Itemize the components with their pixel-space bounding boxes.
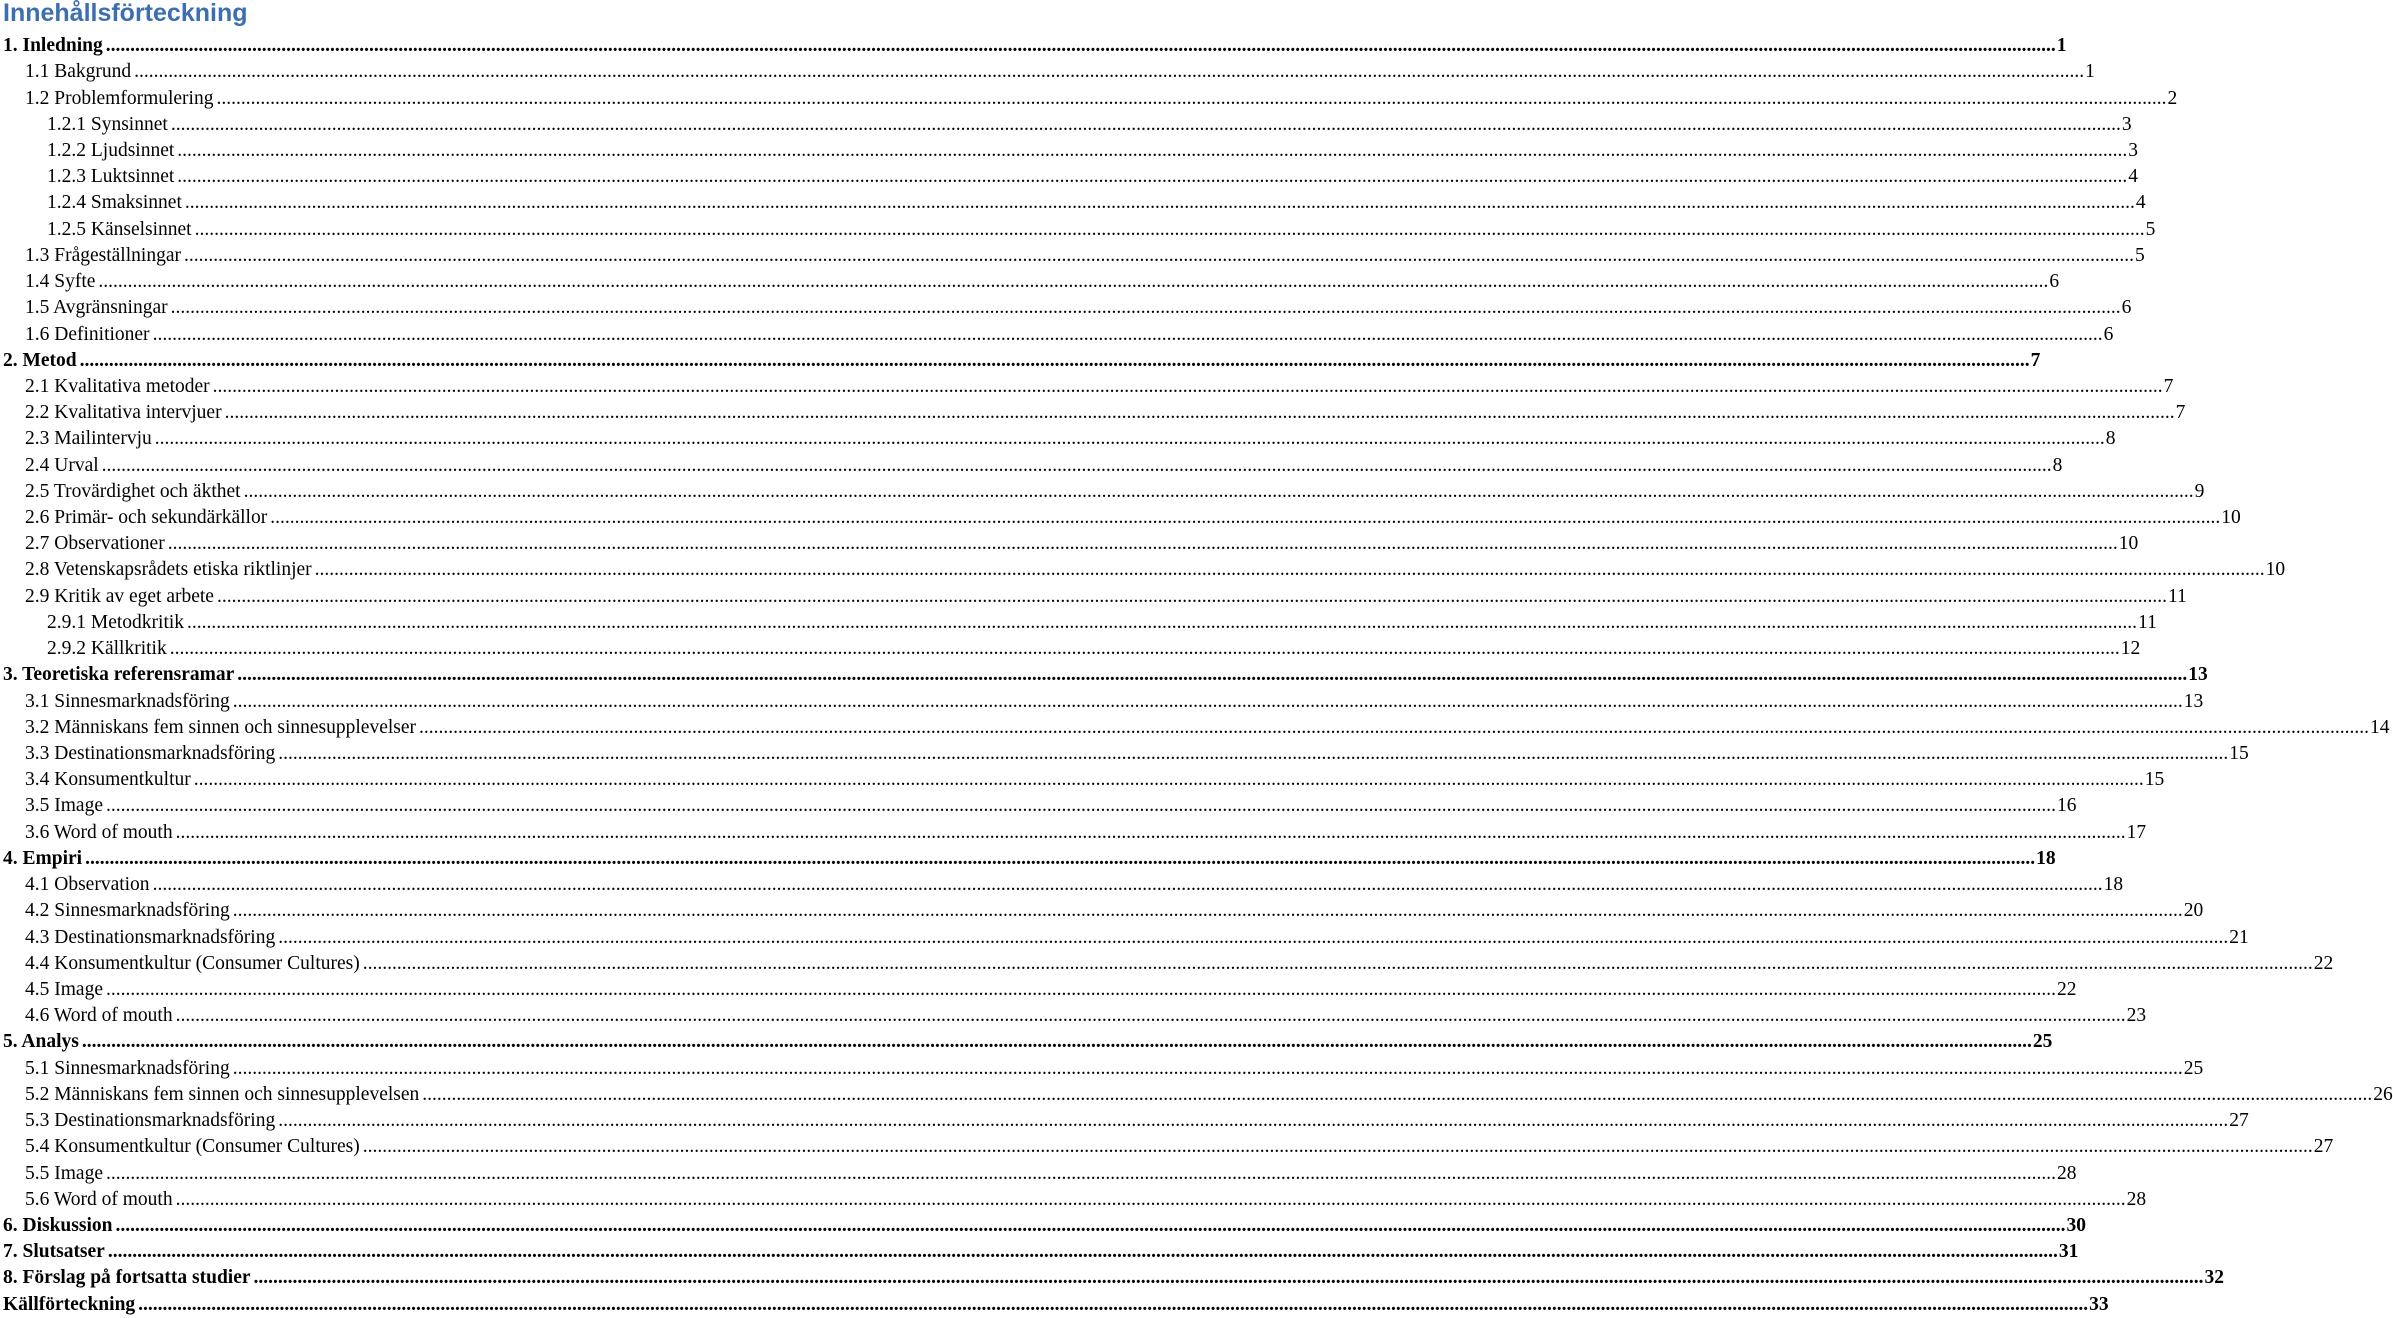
dot-leader: ................................................................................................................................................................................................................................................................................................................................................................................................................ [105,978,2056,1000]
toc-page-number: 7 [2163,375,2174,397]
dot-leader: ................................................................................................................................................................................................................................................................................................................................................................................................................ [85,847,2036,869]
toc-entry-title: 3.3 Destinationsmarknadsföring [25,743,276,765]
dot-leader: ................................................................................................................................................................................................................................................................................................................................................................................................................ [105,1162,2056,1184]
toc-page-number: 30 [2066,1214,2086,1236]
toc-entry[interactable] [0,33,2067,59]
toc-page-number: 4 [2128,166,2139,188]
toc-page-number: 27 [2313,1136,2334,1158]
toc-entry[interactable] [0,898,2204,924]
toc-entry-title: 4.4 Konsumentkultur (Consumer Cultures) [25,952,360,974]
toc-entry-title: Källförteckning [3,1293,136,1315]
toc-entry-title: 2.5 Trovärdighet och äkthet [25,480,241,502]
toc-entry-title: 7. Slutsatser [3,1241,105,1263]
dot-leader: ................................................................................................................................................................................................................................................................................................................................................................................................................ [177,166,2128,188]
toc-entry-title: 2.7 Observationer [25,533,165,555]
dot-leader: ................................................................................................................................................................................................................................................................................................................................................................................................................ [152,323,2103,345]
dot-leader: ................................................................................................................................................................................................................................................................................................................................................................................................................ [193,769,2144,791]
toc-entry[interactable] [0,924,2249,950]
toc-page-number: 1 [2056,35,2067,57]
dot-leader: ................................................................................................................................................................................................................................................................................................................................................................................................................ [152,874,2103,896]
toc-entry[interactable] [0,85,2178,111]
toc-entry-title: 4.3 Destinationsmarknadsföring [25,926,276,948]
dot-leader: ................................................................................................................................................................................................................................................................................................................................................................................................................ [419,716,2370,738]
toc-entry-title: 2.3 Mailintervju [25,428,152,450]
toc-entry-title: 3.2 Människans fem sinnen och sinnesupplevelser [25,716,417,738]
toc-entry[interactable] [0,1213,2086,1239]
toc-entry[interactable] [0,1108,2249,1134]
toc-entry[interactable] [0,1029,2053,1055]
dot-leader: ................................................................................................................................................................................................................................................................................................................................................................................................................ [187,611,2138,633]
toc-entry-title: 1.2 Problemformulering [25,87,214,109]
dot-leader: ................................................................................................................................................................................................................................................................................................................................................................................................................ [183,244,2134,266]
toc-entry[interactable] [0,741,2249,767]
toc-entry[interactable] [0,715,2390,741]
toc-page-number: 18 [2036,847,2056,869]
toc-entry-title: 2.4 Urval [25,454,99,476]
toc-page-number: 10 [2221,507,2241,529]
toc-page-number: 22 [2056,978,2077,1000]
toc-entry[interactable] [0,453,2063,479]
toc-entry[interactable] [0,243,2145,269]
toc-page-number: 33 [2089,1293,2109,1315]
toc-entry[interactable] [0,1003,2147,1029]
dot-leader: ................................................................................................................................................................................................................................................................................................................................................................................................................ [177,139,2128,161]
toc-page-number: 23 [2126,1005,2147,1027]
toc-page-number: 18 [2103,874,2124,896]
toc-entry[interactable] [0,636,2141,662]
dot-leader: ................................................................................................................................................................................................................................................................................................................................................................................................................ [362,1136,2313,1158]
toc-entry[interactable] [0,112,2132,138]
dot-leader: ................................................................................................................................................................................................................................................................................................................................................................................................................ [101,454,2052,476]
toc-entry[interactable] [0,59,2095,85]
toc-page-number: 3 [2121,113,2132,135]
toc-entry-title: 1. Inledning [3,35,103,57]
toc-page-number: 28 [2126,1188,2147,1210]
toc-entry[interactable] [0,688,2204,714]
toc-page-number: 13 [2188,664,2208,686]
toc-entry-title: 1.2.5 Känselsinnet [47,218,192,240]
toc-entry[interactable] [0,348,2041,374]
toc-page-number: 5 [2145,218,2156,240]
toc-entry[interactable] [0,1160,2077,1186]
dot-leader: ................................................................................................................................................................................................................................................................................................................................................................................................................ [170,297,2121,319]
toc-entry-title: 3.1 Sinnesmarknadsföring [25,690,230,712]
toc-entry[interactable] [0,820,2147,846]
toc-entry[interactable] [0,767,2165,793]
dot-leader: ................................................................................................................................................................................................................................................................................................................................................................................................................ [216,87,2167,109]
toc-entry[interactable] [0,138,2139,164]
toc-entry[interactable] [0,269,2060,295]
toc-entry-title: 3.4 Konsumentkultur [25,769,191,791]
toc-entry[interactable] [0,977,2077,1003]
dot-leader: ................................................................................................................................................................................................................................................................................................................................................................................................................ [167,533,2118,555]
toc-entry-title: 2.9.1 Metodkritik [47,611,185,633]
toc-page-number: 15 [2229,743,2249,765]
toc-entry-title: 3. Teoretiska referensramar [3,664,235,686]
toc-page-number: 1 [2085,61,2095,83]
toc-entry[interactable] [0,1187,2147,1213]
toc-entry-title: 3.6 Word of mouth [25,821,173,843]
dot-leader: ................................................................................................................................................................................................................................................................................................................................................................................................................ [232,1057,2183,1079]
dot-leader: ................................................................................................................................................................................................................................................................................................................................................................................................................ [184,192,2135,214]
toc-entry-title: 3.5 Image [25,795,103,817]
toc-entry[interactable] [0,164,2139,190]
toc-entry[interactable] [0,400,2186,426]
dot-leader: ................................................................................................................................................................................................................................................................................................................................................................................................................ [81,1031,2032,1053]
toc-entry-title: 2.9 Kritik av eget arbete [25,585,214,607]
toc-entry[interactable] [0,190,2146,216]
toc-page-number: 5 [2134,244,2145,266]
toc-entry-title: 1.2.2 Ljudsinnet [47,139,175,161]
dot-leader: ................................................................................................................................................................................................................................................................................................................................................................................................................ [175,1005,2126,1027]
dot-leader: ................................................................................................................................................................................................................................................................................................................................................................................................................ [169,638,2120,660]
dot-leader: ................................................................................................................................................................................................................................................................................................................................................................................................................ [138,1293,2089,1315]
dot-leader: ................................................................................................................................................................................................................................................................................................................................................................................................................ [194,218,2145,240]
toc-entry-title: 4.5 Image [25,978,103,1000]
dot-leader: ................................................................................................................................................................................................................................................................................................................................................................................................................ [243,480,2194,502]
toc-entry[interactable] [0,505,2241,531]
toc-page-number: 15 [2144,769,2165,791]
toc-page-number: 7 [2175,402,2186,424]
toc-page-number: 25 [2183,1057,2204,1079]
dot-leader: ................................................................................................................................................................................................................................................................................................................................................................................................................ [175,1188,2126,1210]
toc-entry-title: 4.2 Sinnesmarknadsföring [25,900,230,922]
toc-entry[interactable] [0,1134,2334,1160]
toc-page-number: 17 [2126,821,2147,843]
toc-page-number: 27 [2229,1110,2249,1132]
dot-leader: ................................................................................................................................................................................................................................................................................................................................................................................................................ [362,952,2313,974]
toc-entry-title: 1.2.1 Synsinnet [47,113,168,135]
toc-entry[interactable] [0,846,2056,872]
toc-entry[interactable] [0,217,2156,243]
toc-entry-title: 2.2 Kvalitativa intervjuer [25,402,222,424]
toc-entry-title: 5.3 Destinationsmarknadsföring [25,1110,276,1132]
toc-page-number: 3 [2128,139,2139,161]
toc-entry[interactable] [0,1265,2225,1291]
toc-page-number: 6 [2121,297,2132,319]
toc-entry-title: 2.9.2 Källkritik [47,638,167,660]
dot-leader: ................................................................................................................................................................................................................................................................................................................................................................................................................ [278,926,2229,948]
dot-leader: ................................................................................................................................................................................................................................................................................................................................................................................................................ [224,402,2175,424]
toc-page-number: 6 [2103,323,2114,345]
toc-entry-title: 1.1 Bakgrund [25,61,132,83]
toc-page-number: 21 [2229,926,2249,948]
toc-entry[interactable] [0,479,2205,505]
toc-entry-title: 1.2.4 Smaksinnet [47,192,182,214]
toc-list [0,33,2393,1318]
toc-entry[interactable] [0,557,2286,583]
dot-leader: ................................................................................................................................................................................................................................................................................................................................................................................................................ [134,61,2085,83]
toc-entry-title: 5.2 Människans fem sinnen och sinnesupplevelsen [25,1083,420,1105]
toc-entry-title: 2.8 Vetenskapsrådets etiska riktlinjer [25,559,312,581]
toc-entry-title: 6. Diskussion [3,1214,113,1236]
toc-page-number: 10 [2265,559,2286,581]
toc-page-number: 32 [2204,1267,2225,1289]
toc-page-number: 11 [2167,585,2187,607]
dot-leader: ................................................................................................................................................................................................................................................................................................................................................................................................................ [98,271,2049,293]
toc-page-number: 10 [2118,533,2139,555]
toc-entry-title: 5.1 Sinnesmarknadsföring [25,1057,230,1079]
dot-leader: ................................................................................................................................................................................................................................................................................................................................................................................................................ [278,1110,2229,1132]
toc-entry[interactable] [0,321,2114,347]
toc-page-number: 13 [2183,690,2204,712]
toc-entry-title: 1.3 Frågeställningar [25,244,181,266]
dot-leader: ................................................................................................................................................................................................................................................................................................................................................................................................................ [314,559,2265,581]
toc-title: Innehållsförteckning [3,0,248,27]
toc-page-number: 8 [2052,454,2063,476]
toc-entry[interactable] [0,951,2334,977]
toc-page-number: 14 [2370,716,2390,738]
dot-leader: ................................................................................................................................................................................................................................................................................................................................................................................................................ [278,743,2229,765]
dot-leader: ................................................................................................................................................................................................................................................................................................................................................................................................................ [422,1083,2373,1105]
toc-entry[interactable] [0,662,2208,688]
toc-entry[interactable] [0,1082,2393,1108]
dot-leader: ................................................................................................................................................................................................................................................................................................................................................................................................................ [107,1241,2058,1263]
toc-entry-title: 2.1 Kvalitativa metoder [25,375,210,397]
toc-page-number: 22 [2313,952,2334,974]
toc-page-number: 28 [2056,1162,2077,1184]
toc-page-number: 12 [2120,638,2141,660]
toc-entry[interactable] [0,374,2174,400]
dot-leader: ................................................................................................................................................................................................................................................................................................................................................................................................................ [105,795,2056,817]
toc-entry-title: 1.4 Syfte [25,271,96,293]
toc-page-number: 31 [2058,1241,2079,1263]
toc-entry-title: 2.6 Primär- och sekundärkällor [25,507,268,529]
dot-leader: ................................................................................................................................................................................................................................................................................................................................................................................................................ [216,585,2167,607]
toc-entry-title: 4.1 Observation [25,874,150,896]
dot-leader: ................................................................................................................................................................................................................................................................................................................................................................................................................ [253,1267,2204,1289]
toc-page-number: 7 [2030,349,2041,371]
toc-entry[interactable] [0,531,2139,557]
toc-entry[interactable] [0,872,2124,898]
dot-leader: ................................................................................................................................................................................................................................................................................................................................................................................................................ [105,35,2056,57]
toc-entry-title: 5.5 Image [25,1162,103,1184]
toc-entry[interactable] [0,610,2157,636]
toc-entry-title: 5.4 Konsumentkultur (Consumer Cultures) [25,1136,360,1158]
dot-leader: ................................................................................................................................................................................................................................................................................................................................................................................................................ [237,664,2188,686]
dot-leader: ................................................................................................................................................................................................................................................................................................................................................................................................................ [270,507,2221,529]
toc-page-number: 26 [2373,1083,2393,1105]
toc-page-number: 16 [2056,795,2077,817]
toc-entry-title: 5.6 Word of mouth [25,1188,173,1210]
dot-leader: ................................................................................................................................................................................................................................................................................................................................................................................................................ [154,428,2105,450]
toc-entry[interactable] [0,793,2077,819]
toc-entry-title: 8. Förslag på fortsatta studier [3,1267,251,1289]
toc-entry[interactable] [0,1239,2079,1265]
toc-page-number: 2 [2167,87,2178,109]
toc-entry[interactable] [0,1292,2109,1318]
dot-leader: ................................................................................................................................................................................................................................................................................................................................................................................................................ [232,690,2183,712]
dot-leader: ................................................................................................................................................................................................................................................................................................................................................................................................................ [175,821,2126,843]
toc-entry[interactable] [0,1056,2204,1082]
toc-entry-title: 2. Metod [3,349,77,371]
toc-entry-title: 1.6 Definitioner [25,323,150,345]
dot-leader: ................................................................................................................................................................................................................................................................................................................................................................................................................ [170,113,2121,135]
dot-leader: ................................................................................................................................................................................................................................................................................................................................................................................................................ [115,1214,2066,1236]
toc-entry[interactable] [0,295,2132,321]
toc-page-number: 20 [2183,900,2204,922]
toc-entry[interactable] [0,426,2116,452]
toc-page-number: 4 [2135,192,2146,214]
toc-page-number: 6 [2049,271,2060,293]
toc-entry-title: 1.2.3 Luktsinnet [47,166,175,188]
dot-leader: ................................................................................................................................................................................................................................................................................................................................................................................................................ [232,900,2183,922]
dot-leader: ................................................................................................................................................................................................................................................................................................................................................................................................................ [79,349,2030,371]
toc-entry-title: 4.6 Word of mouth [25,1005,173,1027]
toc-entry-title: 5. Analys [3,1031,79,1053]
toc-entry-title: 4. Empiri [3,847,83,869]
toc-page-number: 8 [2105,428,2116,450]
toc-page-number: 9 [2194,480,2205,502]
toc-entry-title: 1.5 Avgränsningar [25,297,168,319]
dot-leader: ................................................................................................................................................................................................................................................................................................................................................................................................................ [212,375,2163,397]
toc-page-number: 11 [2138,611,2157,633]
toc-entry[interactable] [0,584,2187,610]
toc-page-number: 25 [2032,1031,2053,1053]
